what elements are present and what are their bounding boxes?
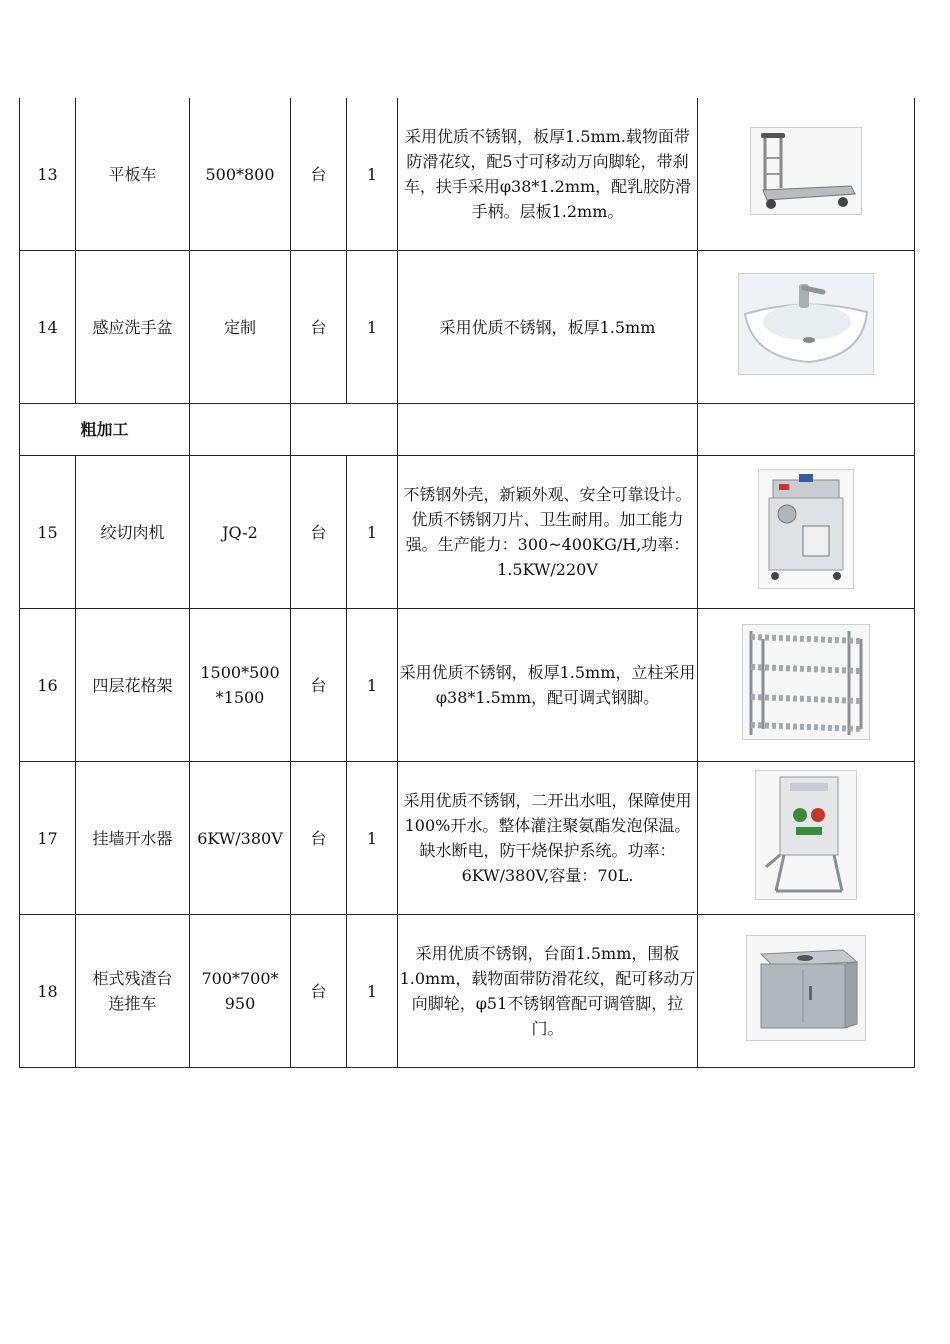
item-name: 平板车 — [76, 98, 190, 251]
item-name: 绞切肉机 — [76, 456, 190, 609]
item-number: 17 — [20, 762, 76, 915]
item-name: 四层花格架 — [76, 609, 190, 762]
item-quantity: 1 — [347, 456, 398, 609]
item-spec-line: 700*700* — [201, 969, 279, 988]
empty-cell — [347, 404, 398, 456]
item-unit: 台 — [291, 98, 347, 251]
table-row — [20, 456, 915, 609]
item-image-cell — [698, 609, 915, 762]
section-title: 粗加工 — [20, 404, 190, 456]
empty-cell — [698, 404, 915, 456]
empty-cell — [190, 404, 291, 456]
platform-trolley-image — [750, 127, 862, 215]
item-description: 采用优质不锈钢，台面1.5mm，围板1.0mm，载物面带防滑花纹，配可移动万向脚轮，φ51不锈钢管配可调管脚，拉门。 — [398, 915, 698, 1068]
item-spec: JQ-2 — [190, 456, 291, 609]
equipment-spec-table — [19, 98, 915, 1068]
item-unit: 台 — [291, 456, 347, 609]
item-name-line: 柜式残渣台 — [92, 969, 173, 988]
table-row — [20, 251, 915, 404]
table-row — [20, 98, 915, 251]
table-row — [20, 915, 915, 1068]
item-spec-line: *1500 — [215, 688, 265, 707]
item-description: 采用优质不锈钢，板厚1.5mm — [398, 251, 698, 404]
item-description: 不锈钢外壳，新颖外观、安全可靠设计。 优质不锈钢刀片、卫生耐用。加工能力强。生产能力：300~400KG/H,功率：1.5KW/220V — [398, 456, 698, 609]
item-description: 采用优质不锈钢，板厚1.5mm，立柱采用φ38*1.5mm，配可调式钢脚。 — [398, 609, 698, 762]
section-row — [20, 404, 915, 456]
item-spec — [190, 915, 291, 1068]
item-unit: 台 — [291, 762, 347, 915]
item-name: 挂墙开水器 — [76, 762, 190, 915]
item-image-cell — [698, 98, 915, 251]
empty-cell — [291, 404, 347, 456]
meat-grinder-slicer-image — [758, 469, 854, 589]
item-quantity: 1 — [347, 98, 398, 251]
item-unit: 台 — [291, 609, 347, 762]
item-image-cell — [698, 456, 915, 609]
item-number: 18 — [20, 915, 76, 1068]
item-number: 15 — [20, 456, 76, 609]
item-number: 16 — [20, 609, 76, 762]
item-image-cell — [698, 251, 915, 404]
table-row — [20, 609, 915, 762]
item-quantity: 1 — [347, 762, 398, 915]
item-spec-line: 950 — [224, 994, 256, 1013]
item-unit: 台 — [291, 251, 347, 404]
item-description: 采用优质不锈钢，板厚1.5mm.载物面带防滑花纹，配5寸可移动万向脚轮，带刹车，扶手采用φ38*1.2mm，配乳胶防滑手柄。层板1.2mm。 — [398, 98, 698, 251]
item-name: 感应洗手盆 — [76, 251, 190, 404]
item-spec: 6KW/380V — [190, 762, 291, 915]
item-number: 14 — [20, 251, 76, 404]
item-quantity: 1 — [347, 915, 398, 1068]
item-name — [76, 915, 190, 1068]
sensor-wash-basin-image — [738, 273, 874, 375]
item-spec: 500*800 — [190, 98, 291, 251]
table-row — [20, 762, 915, 915]
cabinet-waste-table-image — [746, 935, 866, 1041]
item-quantity: 1 — [347, 251, 398, 404]
empty-cell — [398, 404, 698, 456]
four-tier-shelf-image — [742, 624, 870, 740]
item-spec: 定制 — [190, 251, 291, 404]
item-spec-line: 1500*500 — [200, 663, 280, 682]
item-number: 13 — [20, 98, 76, 251]
item-image-cell — [698, 915, 915, 1068]
item-unit: 台 — [291, 915, 347, 1068]
item-description: 采用优质不锈钢，二开出水咀，保障使用100%开水。整体灌注聚氨酯发泡保温。缺水断电，防干烧保护系统。功率：6KW/380V,容量：70L. — [398, 762, 698, 915]
item-spec — [190, 609, 291, 762]
item-quantity: 1 — [347, 609, 398, 762]
item-image-cell — [698, 762, 915, 915]
item-name-line: 连推车 — [108, 994, 157, 1013]
wall-water-boiler-image — [755, 770, 857, 900]
